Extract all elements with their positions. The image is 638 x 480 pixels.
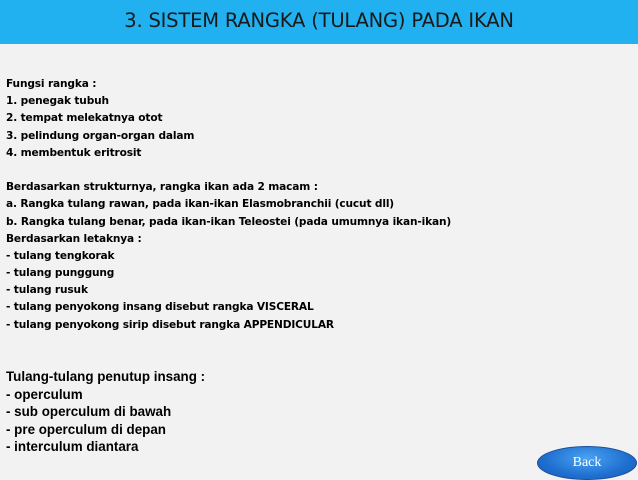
slide-title: 3. SISTEM RANGKA (TULANG) PADA IKAN xyxy=(124,9,514,32)
letak-heading: Berdasarkan letaknya : xyxy=(6,232,142,245)
slide-body xyxy=(6,76,631,334)
insang-section xyxy=(6,368,506,456)
fungsi-item: 1. penegak tubuh xyxy=(6,95,109,108)
letak-item: - tulang penyokong sirip disebut rangka APPENDICULAR xyxy=(6,318,334,331)
struktur-heading: Berdasarkan strukturnya, rangka ikan ada 2 macam : xyxy=(6,181,318,194)
fungsi-item: 2. tempat melekatnya otot xyxy=(6,112,163,125)
letak-item: - tulang tengkorak xyxy=(6,249,115,262)
fungsi-item: 3. pelindung organ-organ dalam xyxy=(6,129,195,142)
insang-heading: Tulang-tulang penutup insang : xyxy=(6,369,206,384)
fungsi-item: 4. membentuk eritrosit xyxy=(6,146,142,159)
insang-item: - sub operculum di bawah xyxy=(6,404,172,420)
insang-item: - interculum diantara xyxy=(6,439,139,455)
insang-item: - operculum xyxy=(6,386,83,402)
struktur-item: b. Rangka tulang benar, pada ikan-ikan Teleostei (pada umumnya ikan-ikan) xyxy=(6,215,452,228)
insang-item: - pre operculum di depan xyxy=(6,421,166,437)
letak-item: - tulang rusuk xyxy=(6,284,88,297)
back-button[interactable]: Back xyxy=(537,446,637,480)
fungsi-heading: Fungsi rangka : xyxy=(6,78,97,90)
letak-item: - tulang punggung xyxy=(6,267,115,280)
spacer xyxy=(6,162,631,179)
letak-item: - tulang penyokong insang disebut rangka VISCERAL xyxy=(6,301,314,314)
struktur-item: a. Rangka tulang rawan, pada ikan-ikan Elasmobranchii (cucut dll) xyxy=(6,198,394,211)
